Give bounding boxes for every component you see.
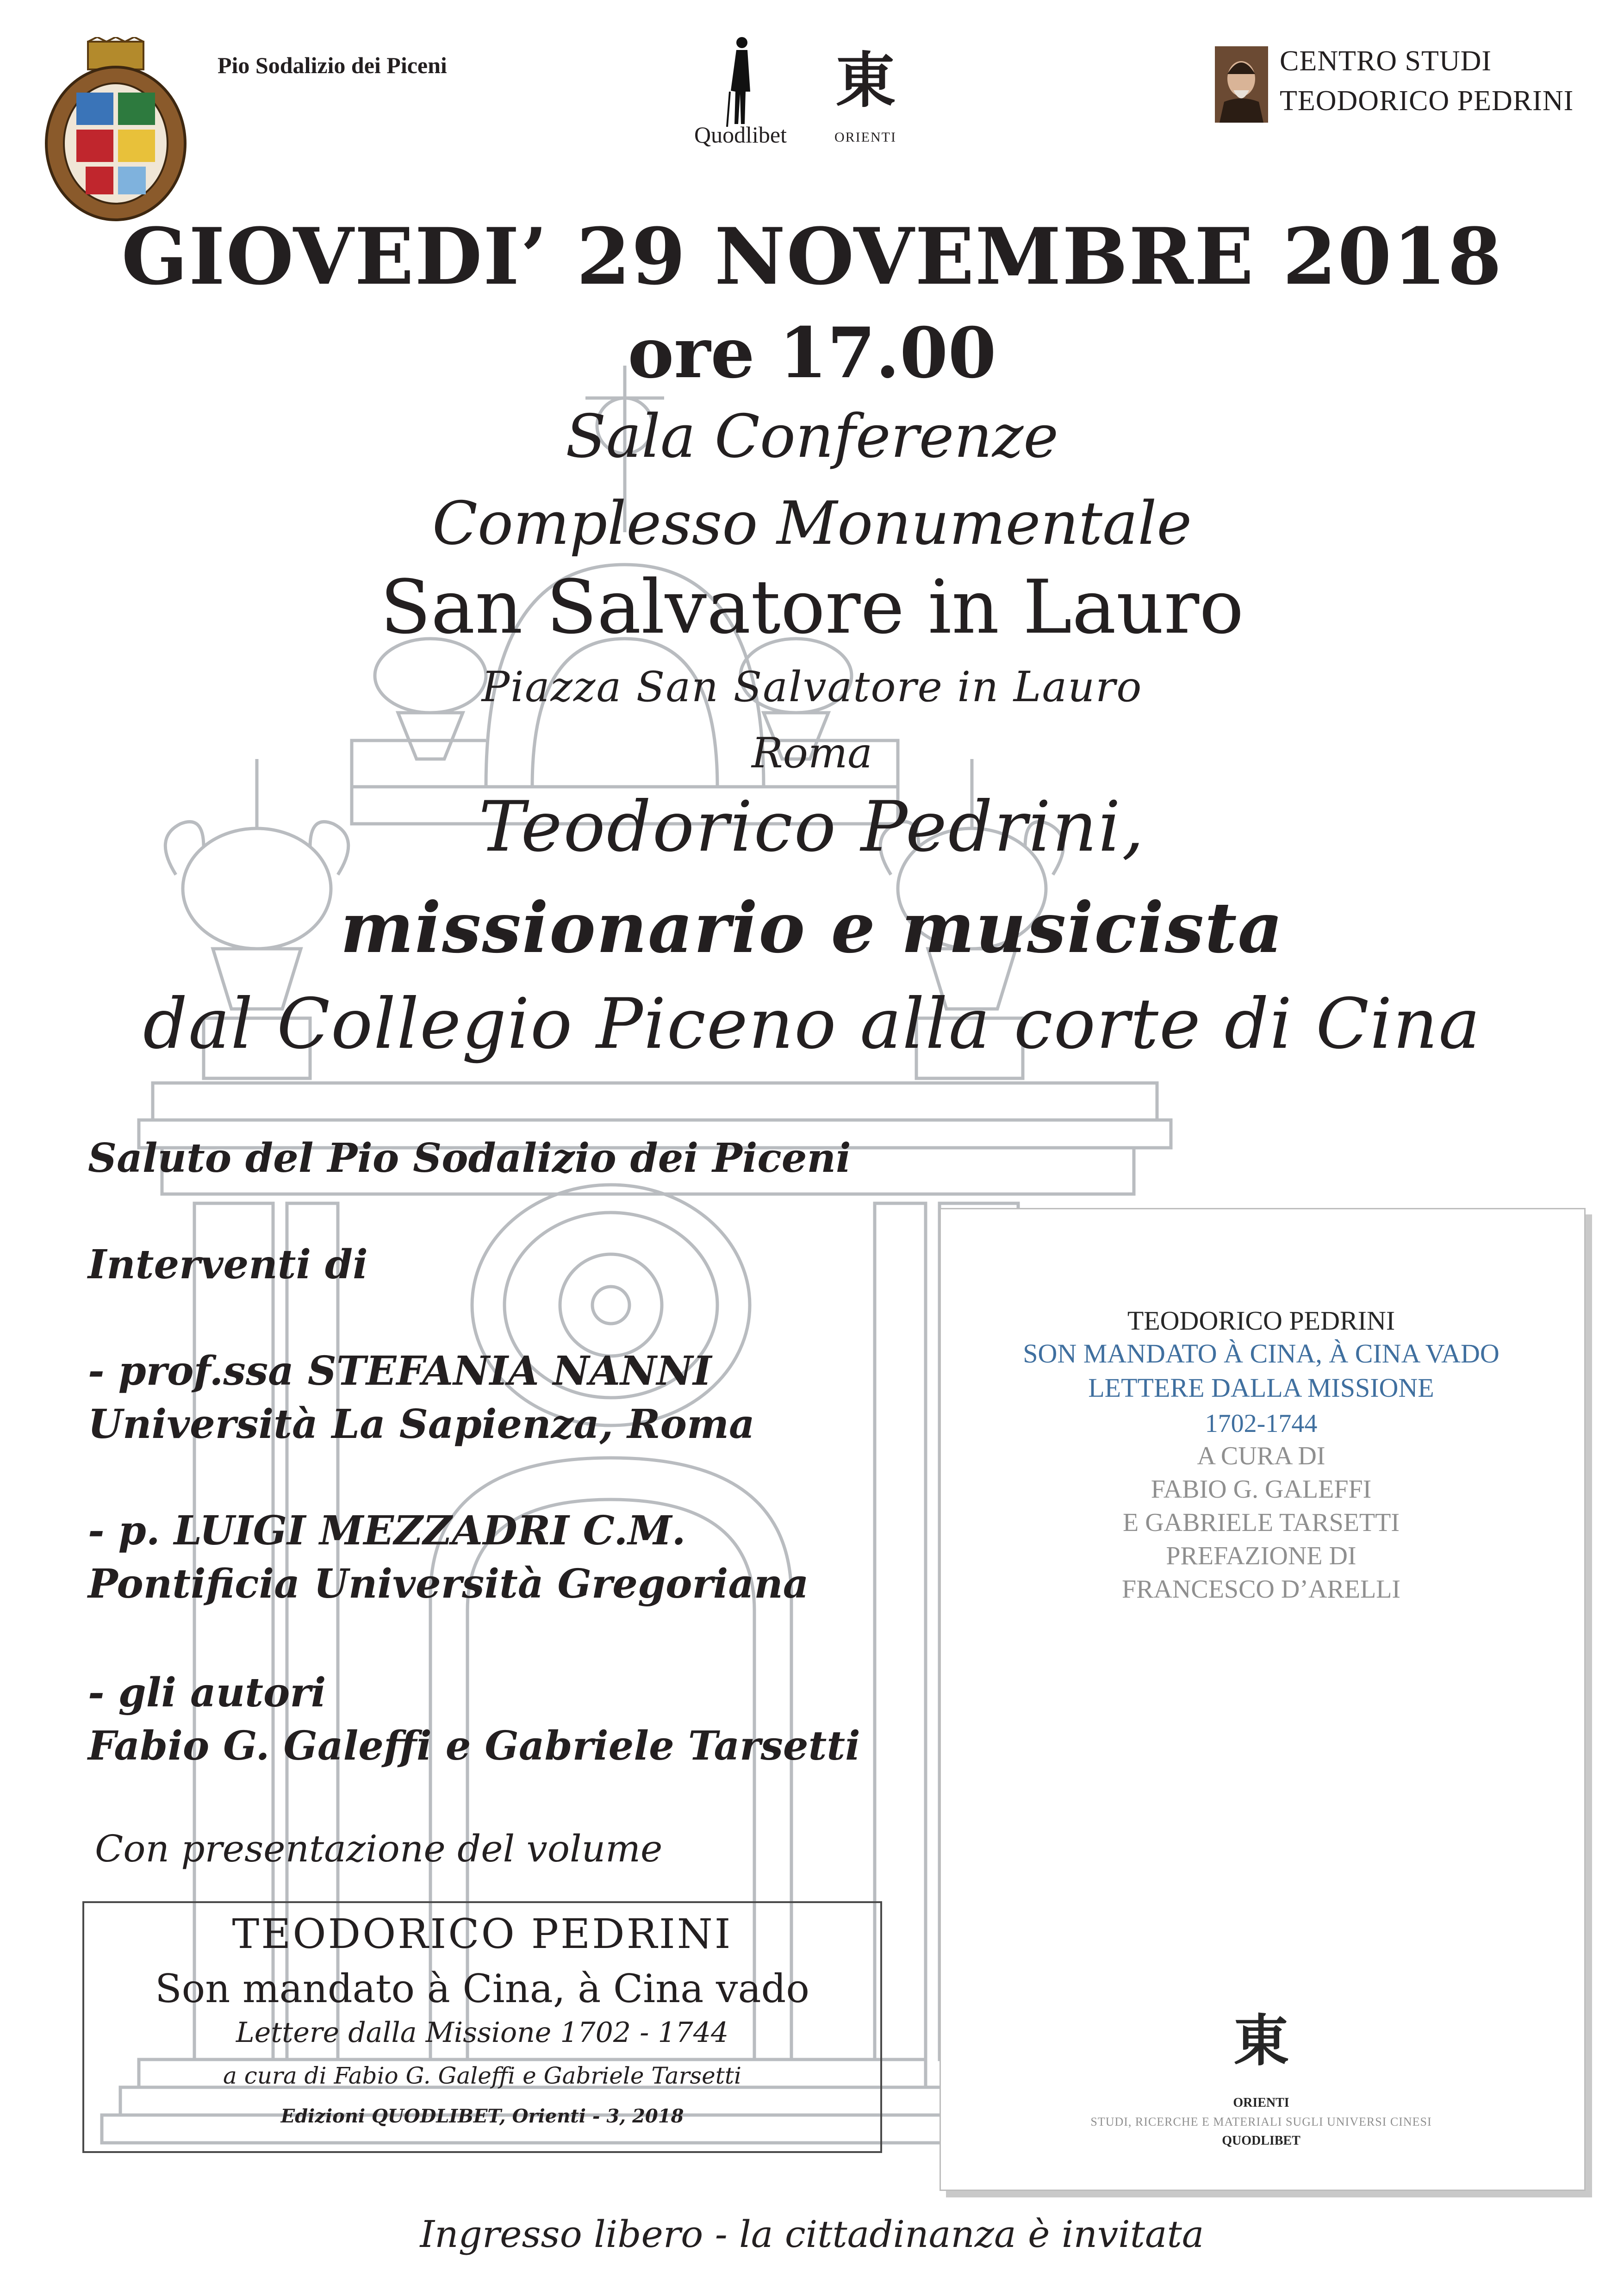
speaker-1-name: - prof.ssa STEFANIA NANNI — [88, 1348, 712, 1394]
book-box-editors: a cura di Fabio G. Galeffi e Gabriele Tarsetti — [223, 2062, 741, 2089]
speaker-3-name: - gli autori — [88, 1669, 326, 1716]
venue-line-1: Sala Conferenze — [565, 402, 1059, 471]
speakers-heading: Interventi di — [88, 1241, 368, 1288]
presentation-note: Con presentazione del volume — [95, 1827, 663, 1870]
cover-series-name: ORIENTI — [1233, 2096, 1289, 2110]
event-date: GIOVEDI’ 29 NOVEMBRE 2018 — [121, 211, 1503, 302]
cover-years: 1702-1744 — [1205, 1409, 1318, 1438]
quodlibet-figure-icon — [724, 36, 757, 129]
venue-address: Piazza San Salvatore in Lauro — [481, 663, 1143, 711]
orienti-glyph: 東 — [835, 45, 896, 116]
cover-preface-line-1: PREFAZIONE DI — [1166, 1542, 1356, 1570]
cover-title-line-1: SON MANDATO À CINA, À CINA VADO — [1023, 1338, 1500, 1369]
cover-editors-line-1: A CURA DI — [1197, 1442, 1325, 1470]
speaker-2-name: - p. LUIGI MEZZADRI C.M. — [88, 1507, 686, 1554]
venue-city: Roma — [752, 729, 872, 778]
event-title-line-2: missionario e musicista — [340, 887, 1284, 969]
event-time: ore 17.00 — [628, 312, 996, 394]
venue-line-3: San Salvatore in Lauro — [380, 564, 1244, 650]
portrait-icon — [1215, 46, 1268, 123]
book-box-publisher: Edizioni QUODLIBET, Orienti - 3, 2018 — [280, 2105, 684, 2127]
cover-editors-line-3: E GABRIELE TARSETTI — [1123, 1508, 1400, 1537]
venue-line-2: Complesso Monumentale — [432, 489, 1192, 558]
quodlibet-label: Quodlibet — [694, 122, 787, 148]
speaker-2-affiliation: Pontificia Università Gregoriana — [88, 1561, 809, 1607]
book-box-title: Son mandato à Cina, à Cina vado — [155, 1966, 809, 2011]
cover-title-line-2: LETTERE DALLA MISSIONE — [1088, 1373, 1434, 1403]
speaker-1-affiliation: Università La Sapienza, Roma — [88, 1401, 755, 1448]
cover-author: TEODORICO PEDRINI — [1127, 1306, 1395, 1336]
book-box-subtitle: Lettere dalla Missione 1702 - 1744 — [236, 2016, 729, 2049]
speaker-3-affiliation: Fabio G. Galeffi e Gabriele Tarsetti — [88, 1723, 860, 1769]
coat-of-arms-icon — [44, 37, 187, 222]
cover-series-description: STUDI, RICERCHE E MATERIALI SUGLI UNIVERSI CINESI — [1090, 2115, 1432, 2128]
cover-editors-line-2: FABIO G. GALEFFI — [1151, 1475, 1372, 1504]
cover-series-glyph: 東 — [1233, 2008, 1289, 2073]
orienti-label: ORIENTI — [834, 130, 896, 145]
event-title-line-1: Teodorico Pedrini, — [479, 787, 1145, 867]
cover-publisher: QUODLIBET — [1222, 2134, 1300, 2148]
greeting: Saluto del Pio Sodalizio dei Piceni — [88, 1135, 851, 1182]
teodorico-pedrini-label: TEODORICO PEDRINI — [1280, 85, 1574, 117]
event-title-line-3: dal Collegio Piceno alla corte di Cina — [143, 984, 1481, 1064]
cover-preface-line-2: FRANCESCO D’ARELLI — [1121, 1575, 1401, 1604]
book-box-author: TEODORICO PEDRINI — [232, 1910, 733, 1958]
centro-studi-label: CENTRO STUDI — [1280, 45, 1492, 77]
pio-sodalizio-label: Pio Sodalizio dei Piceni — [218, 52, 447, 78]
footer-note: Ingresso libero - la cittadinanza è invitata — [420, 2213, 1204, 2256]
